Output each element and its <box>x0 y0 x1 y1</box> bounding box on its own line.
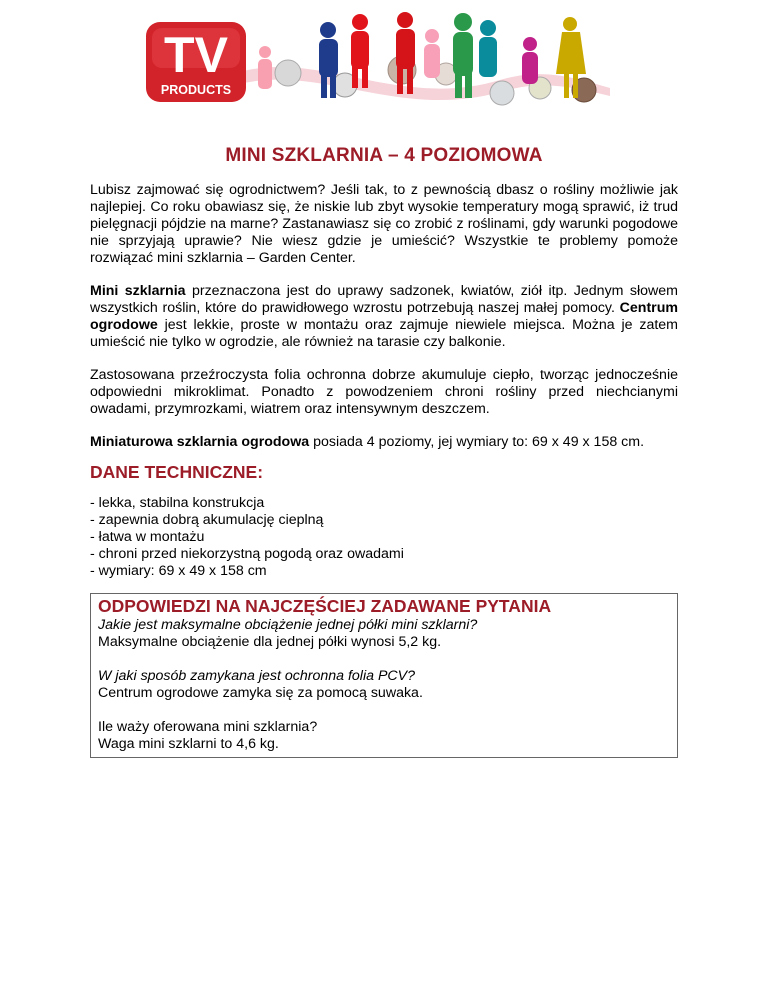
product-bubble-5 <box>490 81 514 105</box>
tv-products-logo <box>146 22 246 102</box>
faq-item <box>98 617 671 651</box>
logo-products-text: PRODUCTS <box>160 83 232 97</box>
header-banner <box>140 10 620 110</box>
logo-tv-text: TV <box>164 27 228 83</box>
intro-paragraph: Lubisz zajmować się ogrodnictwem? Jeśli tak, to z pewnością dbasz o rośliny możliwie jak najlepiej. Co roku obawiasz się, że niskie lub zbyt wysokie temperatury mogą sprawić, iż trud pielęgnacji pójdzie na marne? Zastanawiasz się co zrobić z roślinami, gdy warunki pogodowe nie sprzyjają uprawie? Nie wiesz gdzie je umieścić? Wszystkie te problemy pomoże rozwiązać mini szklarnia – Garden Center. <box>90 182 678 266</box>
foil-paragraph: Zastosowana przeźroczysta folia ochronna dobrze akumuluje ciepło, tworząc jednocześnie odpowiedni mikroklimat. Ponadto z powodzeniem chroni rośliny przed niechcianymi owadami, przymrozkami, wiatrem oraz intensywnym deszczem. <box>90 367 678 417</box>
product-bubble-1 <box>275 60 301 86</box>
bold-term-miniaturowa: Miniaturowa szklarnia ogrodowa <box>90 434 310 450</box>
description-text-2: jest lekkie, proste w montażu oraz zajmuje niewiele miejsca. Można je zatem umieścić nie tylko w ogrodzie, ale również na tarasie czy balkonie. <box>90 317 678 350</box>
spec-item: - chroni przed niekorzystną pogodą oraz owadami <box>90 546 404 562</box>
dimensions-paragraph <box>90 434 678 451</box>
specs-heading: DANE TECHNICZNE: <box>90 462 264 482</box>
description-paragraph <box>90 283 678 351</box>
specs-list <box>90 495 678 580</box>
banner-graphic <box>140 10 620 110</box>
document-body <box>90 147 678 758</box>
faq-answer: Waga mini szklarni to 4,6 kg. <box>98 736 279 752</box>
bold-term-mini-szklarnia: Mini szklarnia <box>90 283 186 299</box>
spec-item: - zapewnia dobrą akumulację cieplną <box>90 512 324 528</box>
faq-item <box>98 668 671 702</box>
faq-answer: Maksymalne obciążenie dla jednej półki wynosi 5,2 kg. <box>98 634 442 650</box>
spec-item: - wymiary: 69 x 49 x 158 cm <box>90 563 267 579</box>
spec-item: - łatwa w montażu <box>90 529 205 545</box>
faq-question: W jaki sposób zamykana jest ochronna folia PCV? <box>98 668 416 684</box>
faq-answer: Centrum ogrodowe zamyka się za pomocą suwaka. <box>98 685 423 701</box>
faq-question: Jakie jest maksymalne obciążenie jednej półki mini szklarni? <box>98 617 478 633</box>
description-text-1: przeznaczona jest do uprawy sadzonek, kwiatów, ziół itp. Jednym słowem wszystkich roślin, które do prawidłowego wzrostu potrzebują naszej małej pomocy. <box>90 283 678 316</box>
faq-heading: ODPOWIEDZI NA NAJCZĘŚCIEJ ZADAWANE PYTANIA <box>98 596 552 616</box>
dimensions-text: posiada 4 poziomy, jej wymiary to: 69 x 49 x 158 cm. <box>309 434 645 450</box>
spec-item: - lekka, stabilna konstrukcja <box>90 495 265 511</box>
faq-question: Ile waży oferowana mini szklarnia? <box>98 719 318 735</box>
faq-item <box>98 719 671 753</box>
faq-box <box>90 593 678 758</box>
bold-term-centrum-ogrodowe: Centrum ogrodowe <box>90 300 678 333</box>
page-title: MINI SZKLARNIA – 4 POZIOMOWA <box>225 145 543 166</box>
